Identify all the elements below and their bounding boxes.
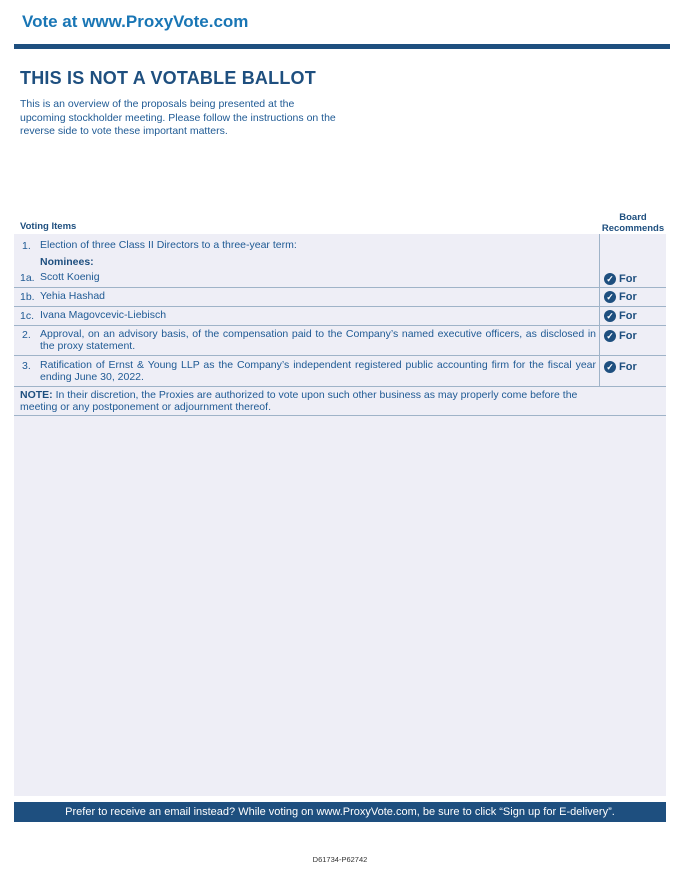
document-code: D61734-P62742 bbox=[312, 855, 368, 864]
recommendation-1c bbox=[604, 310, 637, 322]
nominee-ivana-magovcevic-liebisch: Ivana Magovcevic-Liebisch bbox=[40, 309, 167, 321]
row-divider bbox=[14, 386, 666, 387]
row-divider bbox=[14, 355, 666, 356]
check-circle-icon: ✓ bbox=[604, 273, 616, 285]
voting-items-header: Voting Items bbox=[20, 221, 77, 232]
note-body: In their discretion, the Proxies are authorized to vote upon such other business as may properly come before the meeting or any postponement or adjournment thereof. bbox=[20, 389, 578, 413]
item-3-text: Ratification of Ernst & Young LLP as the Company’s independent registered public accounting firm for the fiscal year ending June 30, 2022. bbox=[40, 359, 596, 383]
row-divider bbox=[14, 415, 666, 416]
note-label: NOTE: bbox=[20, 389, 53, 401]
nominees-label: Nominees: bbox=[40, 256, 94, 268]
row-divider bbox=[14, 287, 666, 288]
recommendation-label: For bbox=[619, 330, 637, 342]
item-number: 1. bbox=[22, 240, 31, 252]
check-circle-icon: ✓ bbox=[604, 291, 616, 303]
item-1-text: Election of three Class II Directors to a three-year term: bbox=[40, 239, 297, 251]
item-2-text: Approval, on an advisory basis, of the compensation paid to the Company’s named executive officers, as disclosed in the proxy statement. bbox=[40, 328, 596, 352]
header-divider bbox=[14, 44, 670, 49]
recommendation-label: For bbox=[619, 361, 637, 373]
edelivery-banner: Prefer to receive an email instead? While voting on www.ProxyVote.com, be sure to click “Sign up for E-delivery”. bbox=[14, 802, 666, 822]
page-title: THIS IS NOT A VOTABLE BALLOT bbox=[20, 68, 316, 88]
recommendation-1b bbox=[604, 291, 637, 303]
item-number: 3. bbox=[22, 360, 31, 372]
proxyvote-url-heading: Vote at www.ProxyVote.com bbox=[22, 12, 249, 31]
check-circle-icon: ✓ bbox=[604, 330, 616, 342]
board-recommends-header: Board Recommends bbox=[601, 212, 665, 234]
recommendation-1a bbox=[604, 273, 637, 285]
item-number: 1c. bbox=[20, 310, 35, 322]
column-divider bbox=[599, 234, 600, 386]
recommendation-3 bbox=[604, 361, 637, 373]
recommendation-label: For bbox=[619, 310, 637, 322]
row-divider bbox=[14, 306, 666, 307]
recommendation-label: For bbox=[619, 273, 637, 285]
row-divider bbox=[14, 325, 666, 326]
nominee-yehia-hashad: Yehia Hashad bbox=[40, 290, 105, 302]
note-text bbox=[20, 390, 600, 413]
nominee-scott-koenig: Scott Koenig bbox=[40, 271, 100, 283]
item-number: 2. bbox=[22, 329, 31, 341]
recommendation-label: For bbox=[619, 291, 637, 303]
intro-text: This is an overview of the proposals being presented at the upcoming stockholder meeting. Please follow the instructions on the reverse side to vote these important matters. bbox=[20, 98, 336, 137]
item-number: 1b. bbox=[20, 291, 35, 303]
recommendation-2 bbox=[604, 330, 637, 342]
check-circle-icon: ✓ bbox=[604, 361, 616, 373]
check-circle-icon: ✓ bbox=[604, 310, 616, 322]
item-number: 1a. bbox=[20, 272, 35, 284]
